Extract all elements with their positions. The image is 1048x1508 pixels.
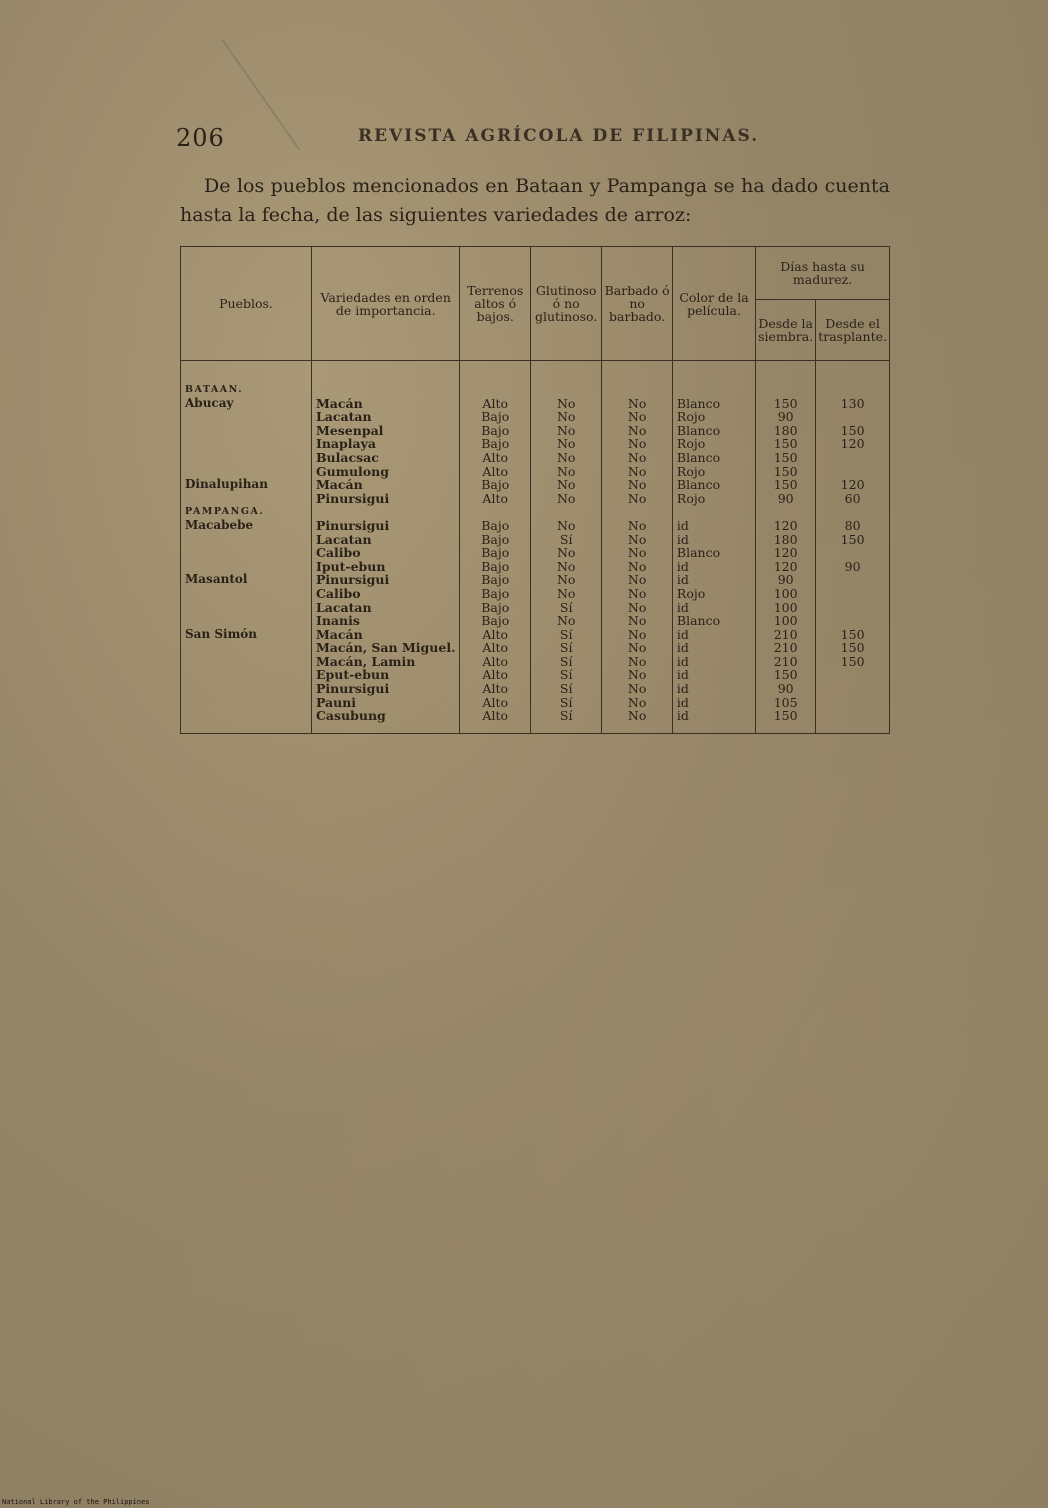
table-row (181, 519, 890, 533)
cell-trasplante: 120 (816, 478, 890, 492)
cell-color: id (672, 682, 755, 696)
cell-pueblo (181, 696, 312, 710)
cell-terreno: Alto (460, 397, 531, 411)
cell-variedad: Calibo (311, 546, 459, 560)
cell-glutinoso: No (530, 573, 601, 587)
section-title: PAMPANGA. (181, 505, 312, 519)
cell-variedad: Macán, San Miguel. (311, 641, 459, 655)
table-row (181, 397, 890, 411)
section-row (181, 505, 890, 519)
header-dias: Días hasta su madurez. (756, 247, 890, 300)
cell-variedad: Macán (311, 397, 459, 411)
cell-trasplante: 150 (816, 424, 890, 438)
cell-variedad: Pauni (311, 696, 459, 710)
cell-siembra: 150 (756, 437, 816, 451)
table-row (181, 601, 890, 615)
table-row (181, 641, 890, 655)
cell-barbado: No (602, 546, 673, 560)
cell-variedad: Macán (311, 628, 459, 642)
cell-color: Rojo (672, 492, 755, 506)
cell-terreno: Alto (460, 628, 531, 642)
cell-barbado: No (602, 641, 673, 655)
cell-trasplante (816, 465, 890, 479)
cell-glutinoso: Sí (530, 709, 601, 733)
cell-glutinoso: No (530, 424, 601, 438)
cell-terreno: Alto (460, 492, 531, 506)
header-barbado: Barbado ó no barbado. (602, 247, 673, 361)
cell-color: id (672, 668, 755, 682)
header-desde-trasplante: Desde el trasplante. (816, 300, 890, 361)
cell-glutinoso: Sí (530, 696, 601, 710)
cell-siembra: 90 (756, 682, 816, 696)
cell-color: id (672, 696, 755, 710)
cell-color: Rojo (672, 437, 755, 451)
table-row (181, 696, 890, 710)
header-glutinoso: Glutinoso ó no glutinoso. (530, 247, 601, 361)
cell-trasplante: 150 (816, 533, 890, 547)
cell-trasplante (816, 410, 890, 424)
cell-siembra: 120 (756, 546, 816, 560)
header-terrenos: Terrenos altos ó bajos. (460, 247, 531, 361)
cell-pueblo (181, 424, 312, 438)
cell-barbado: No (602, 587, 673, 601)
cell-siembra: 210 (756, 655, 816, 669)
cell-trasplante: 150 (816, 655, 890, 669)
cell-pueblo (181, 410, 312, 424)
cell-variedad: Eput-ebun (311, 668, 459, 682)
cell-barbado: No (602, 397, 673, 411)
cell-siembra: 150 (756, 465, 816, 479)
cell-variedad: Macán, Lamin (311, 655, 459, 669)
table-row (181, 492, 890, 506)
cell-terreno: Bajo (460, 560, 531, 574)
cell-variedad: Mesenpal (311, 424, 459, 438)
cell-barbado: No (602, 655, 673, 669)
cell-pueblo (181, 641, 312, 655)
cell-color: id (672, 655, 755, 669)
cell-barbado: No (602, 560, 673, 574)
header-desde-siembra: Desde la siembra. (756, 300, 816, 361)
table-row (181, 587, 890, 601)
cell-barbado: No (602, 601, 673, 615)
cell-barbado: No (602, 519, 673, 533)
table-row (181, 437, 890, 451)
cell-variedad: Inaplaya (311, 437, 459, 451)
cell-glutinoso: Sí (530, 601, 601, 615)
cell-trasplante: 90 (816, 560, 890, 574)
cell-siembra: 90 (756, 492, 816, 506)
cell-terreno: Alto (460, 655, 531, 669)
cell-siembra: 150 (756, 478, 816, 492)
cell-variedad: Lacatan (311, 410, 459, 424)
cell-barbado: No (602, 492, 673, 506)
cell-pueblo (181, 614, 312, 628)
cell-pueblo (181, 601, 312, 615)
table-row (181, 560, 890, 574)
cell-barbado: No (602, 533, 673, 547)
cell-variedad: Gumulong (311, 465, 459, 479)
cell-glutinoso: No (530, 546, 601, 560)
cell-terreno: Alto (460, 696, 531, 710)
cell-siembra: 150 (756, 451, 816, 465)
cell-variedad: Lacatan (311, 533, 459, 547)
cell-glutinoso: No (530, 587, 601, 601)
cell-trasplante (816, 587, 890, 601)
intro-paragraph: De los pueblos mencionados en Bataan y Pampanga se ha dado cuenta hasta la fecha, de las siguientes variedades de arroz: (180, 175, 890, 226)
cell-pueblo: San Simón (181, 628, 312, 642)
cell-siembra: 210 (756, 641, 816, 655)
header-color: Color de la película. (672, 247, 755, 361)
cell-siembra: 180 (756, 424, 816, 438)
cell-glutinoso: Sí (530, 668, 601, 682)
cell-color: Blanco (672, 614, 755, 628)
library-credit: National Library of the Philippines (2, 1498, 150, 1506)
cell-pueblo (181, 533, 312, 547)
cell-color: id (672, 601, 755, 615)
cell-terreno: Bajo (460, 614, 531, 628)
cell-variedad: Casubung (311, 709, 459, 733)
cell-trasplante (816, 451, 890, 465)
table-row (181, 655, 890, 669)
cell-glutinoso: No (530, 560, 601, 574)
section-title: BATAAN. (181, 383, 312, 397)
cell-color: id (672, 560, 755, 574)
cell-variedad: Pinursigui (311, 682, 459, 696)
cell-siembra: 150 (756, 397, 816, 411)
cell-barbado: No (602, 628, 673, 642)
cell-color: id (672, 533, 755, 547)
cell-terreno: Bajo (460, 533, 531, 547)
cell-terreno: Bajo (460, 424, 531, 438)
cell-barbado: No (602, 424, 673, 438)
cell-variedad: Pinursigui (311, 492, 459, 506)
table-row (181, 709, 890, 733)
cell-siembra: 90 (756, 573, 816, 587)
table-row (181, 668, 890, 682)
cell-trasplante: 80 (816, 519, 890, 533)
cell-variedad: Iput-ebun (311, 560, 459, 574)
cell-siembra: 210 (756, 628, 816, 642)
table-body (181, 361, 890, 734)
cell-color: Rojo (672, 410, 755, 424)
cell-siembra: 105 (756, 696, 816, 710)
rice-varieties-table (180, 246, 890, 734)
cell-pueblo: Dinalupihan (181, 478, 312, 492)
cell-pueblo (181, 682, 312, 696)
cell-barbado: No (602, 682, 673, 696)
cell-barbado: No (602, 709, 673, 733)
table-row (181, 682, 890, 696)
cell-variedad: Calibo (311, 587, 459, 601)
cell-glutinoso: No (530, 397, 601, 411)
cell-trasplante: 130 (816, 397, 890, 411)
cell-trasplante (816, 573, 890, 587)
cell-color: id (672, 709, 755, 733)
cell-pueblo (181, 437, 312, 451)
cell-color: Blanco (672, 397, 755, 411)
table-header (181, 247, 890, 361)
cell-color: id (672, 641, 755, 655)
cell-siembra: 180 (756, 533, 816, 547)
cell-terreno: Alto (460, 682, 531, 696)
cell-terreno: Bajo (460, 478, 531, 492)
cell-trasplante: 150 (816, 628, 890, 642)
cell-barbado: No (602, 478, 673, 492)
cell-siembra: 100 (756, 601, 816, 615)
cell-variedad: Macán (311, 478, 459, 492)
cell-color: Rojo (672, 587, 755, 601)
cell-variedad: Lacatan (311, 601, 459, 615)
cell-terreno: Bajo (460, 546, 531, 560)
cell-pueblo (181, 492, 312, 506)
table-row (181, 424, 890, 438)
cell-siembra: 90 (756, 410, 816, 424)
cell-trasplante: 60 (816, 492, 890, 506)
cell-terreno: Bajo (460, 437, 531, 451)
cell-variedad: Pinursigui (311, 573, 459, 587)
cell-glutinoso: Sí (530, 682, 601, 696)
cell-barbado: No (602, 465, 673, 479)
cell-barbado: No (602, 437, 673, 451)
cell-siembra: 100 (756, 614, 816, 628)
cell-color: id (672, 628, 755, 642)
cell-glutinoso: Sí (530, 628, 601, 642)
cell-terreno: Bajo (460, 601, 531, 615)
cell-trasplante: 120 (816, 437, 890, 451)
table-spacer (181, 361, 890, 384)
cell-terreno: Alto (460, 709, 531, 733)
cell-pueblo (181, 560, 312, 574)
cell-siembra: 120 (756, 519, 816, 533)
cell-glutinoso: Sí (530, 533, 601, 547)
cell-trasplante (816, 682, 890, 696)
cell-trasplante: 150 (816, 641, 890, 655)
cell-color: Blanco (672, 451, 755, 465)
cell-terreno: Alto (460, 668, 531, 682)
cell-glutinoso: No (530, 478, 601, 492)
cell-barbado: No (602, 696, 673, 710)
header-pueblos: Pueblos. (181, 247, 312, 361)
section-row (181, 383, 890, 397)
table-row (181, 478, 890, 492)
cell-glutinoso: No (530, 519, 601, 533)
table-row (181, 465, 890, 479)
cell-color: Rojo (672, 465, 755, 479)
cell-variedad: Inanis (311, 614, 459, 628)
cell-glutinoso: Sí (530, 641, 601, 655)
cell-pueblo (181, 465, 312, 479)
cell-pueblo: Macabebe (181, 519, 312, 533)
cell-terreno: Bajo (460, 519, 531, 533)
cell-terreno: Alto (460, 465, 531, 479)
cell-trasplante (816, 668, 890, 682)
cell-color: Blanco (672, 478, 755, 492)
table-row (181, 410, 890, 424)
cell-trasplante (816, 614, 890, 628)
cell-barbado: No (602, 668, 673, 682)
table-row (181, 451, 890, 465)
cell-variedad: Pinursigui (311, 519, 459, 533)
cell-siembra: 100 (756, 587, 816, 601)
cell-glutinoso: No (530, 465, 601, 479)
table-row (181, 614, 890, 628)
cell-trasplante (816, 696, 890, 710)
cell-pueblo (181, 587, 312, 601)
cell-trasplante (816, 546, 890, 560)
cell-color: Blanco (672, 424, 755, 438)
cell-terreno: Bajo (460, 573, 531, 587)
cell-siembra: 150 (756, 709, 816, 733)
cell-barbado: No (602, 573, 673, 587)
cell-pueblo: Abucay (181, 397, 312, 411)
cell-pueblo (181, 655, 312, 669)
cell-variedad: Bulacsac (311, 451, 459, 465)
cell-color: id (672, 519, 755, 533)
cell-glutinoso: No (530, 410, 601, 424)
cell-glutinoso: No (530, 614, 601, 628)
table-row (181, 546, 890, 560)
cell-terreno: Bajo (460, 410, 531, 424)
cell-pueblo (181, 709, 312, 733)
cell-terreno: Bajo (460, 587, 531, 601)
cell-pueblo (181, 546, 312, 560)
cell-siembra: 120 (756, 560, 816, 574)
header-variedades: Variedades en orden de importancia. (311, 247, 459, 361)
cell-barbado: No (602, 614, 673, 628)
cell-pueblo (181, 451, 312, 465)
cell-trasplante (816, 601, 890, 615)
cell-glutinoso: No (530, 492, 601, 506)
cell-color: Blanco (672, 546, 755, 560)
cell-terreno: Alto (460, 451, 531, 465)
cell-glutinoso: No (530, 437, 601, 451)
cell-glutinoso: No (530, 451, 601, 465)
cell-trasplante (816, 709, 890, 733)
cell-barbado: No (602, 451, 673, 465)
page-number: 206 (176, 124, 225, 152)
cell-barbado: No (602, 410, 673, 424)
cell-pueblo: Masantol (181, 573, 312, 587)
running-head: REVISTA AGRÍCOLA DE FILIPINAS. (358, 126, 760, 146)
cell-siembra: 150 (756, 668, 816, 682)
cell-glutinoso: Sí (530, 655, 601, 669)
table-row (181, 533, 890, 547)
cell-color: id (672, 573, 755, 587)
cell-pueblo (181, 668, 312, 682)
table-row (181, 628, 890, 642)
cell-terreno: Alto (460, 641, 531, 655)
table-row (181, 573, 890, 587)
